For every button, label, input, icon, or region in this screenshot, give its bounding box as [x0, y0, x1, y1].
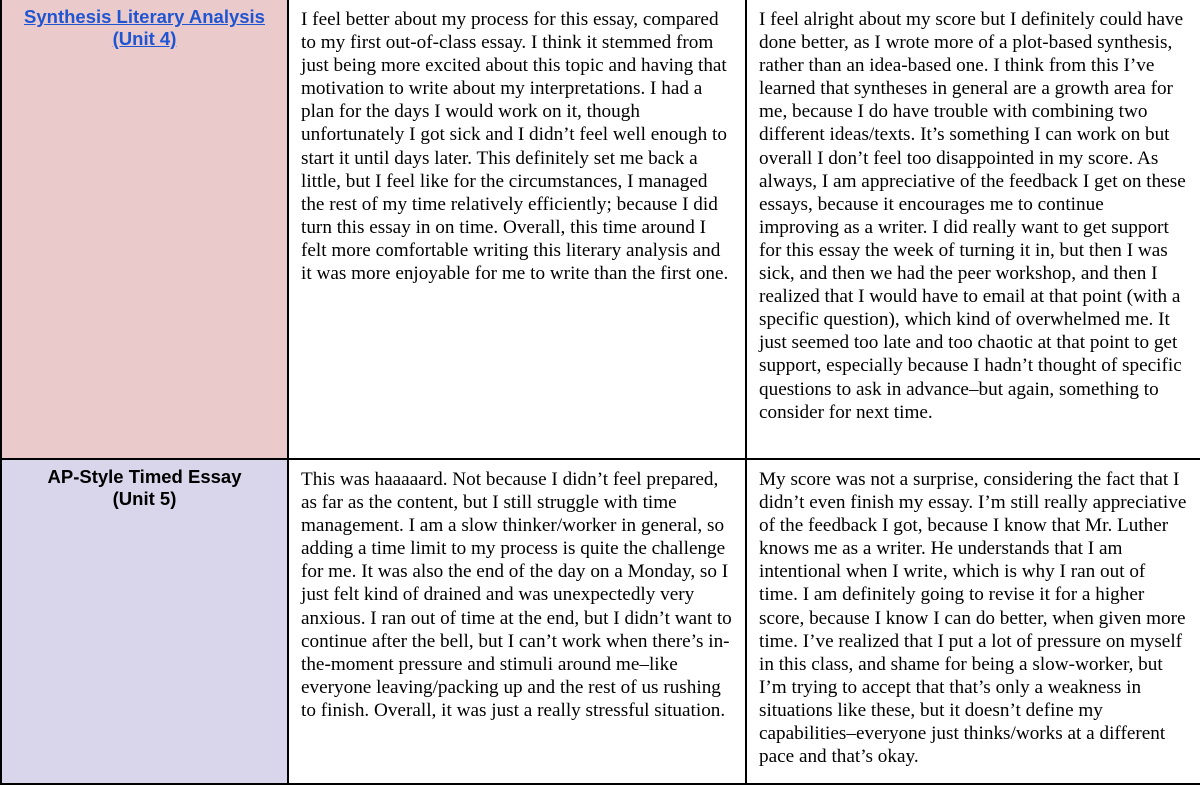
process-reflection-cell — [288, 0, 746, 459]
assignment-title-link[interactable] — [8, 6, 281, 50]
assignment-title-line2[interactable]: (Unit 4) — [112, 28, 177, 49]
process-reflection-text: I feel better about my process for this essay, compared to my first out-of-class essay. I think it stemmed from just being more excited about this topic and having that motivation to write about my interpretations. I had a plan for the days I would work on it, though unfortunately I got sick and I didn’t feel well enough to start it until days later. This definitely set me back a little, but I feel like for the circumstances, I managed the rest of my time relatively efficiently; because I did turn this essay in on time. Overall, this time around I felt more comfortable writing this literary analysis and it was more enjoyable for me to write than the first one. — [301, 9, 729, 285]
score-reflection-text: My score was not a surprise, considering the fact that I didn’t even finish my essay. I’m still really appreciative of the feedback I got, because I know that Mr. Luther knows me as a writer. He understands that I am intentional when I write, which is why I ran out of time. I am definitely going to revise it for a higher score, because I know I can do better, when given more time. I’ve realized that I put a lot of pressure on myself in this class, and shame for being a slow-worker, but I’m trying to accept that that’s only a weakness in situations like these, but it doesn’t define my capabilities–everyone just thinks/works at a different pace and that’s okay. — [759, 469, 1187, 768]
score-reflection-text: I feel alright about my score but I definitely could have done better, as I wrote more of a plot-based synthesis, rather than an idea-based one. I think from this I’ve learned that syntheses in general are a growth area for me, because I do have trouble with combining two different ideas/texts. It’s something I can work on but overall I don’t feel too disappointed in my score. As always, I am appreciative of the feedback I get on these essays, because it encourages me to continue improving as a writer. I did really want to get support for this essay the week of turning it in, but then I was sick, and then we had the peer workshop, and then I realized that I would have to email at that point (with a specific question), which kind of overwhelmed me. It just seemed too late and too chaotic at that point to get support, especially because I hadn’t thought of specific questions to ask in advance–but again, something to consider for next time. — [759, 9, 1186, 423]
assignment-title-line1: AP-Style Timed Essay — [47, 466, 242, 487]
score-reflection-cell — [746, 0, 1200, 459]
process-reflection-text: This was haaaaard. Not because I didn’t feel prepared, as far as the content, but I still struggle with time management. I am a slow thinker/worker in general, so adding a time limit to my process is quite the challenge for me. It was also the end of the day on a Monday, so I just felt kind of drained and was unexpectedly very anxious. I ran out of time at the end, but I didn’t want to continue after the bell, but I can’t work when there’s in-the-moment pressure and stimuli around me–like everyone leaving/packing up and the rest of us rushing to finish. Overall, it was just a really stressful situation. — [301, 469, 732, 721]
assignment-title-line1[interactable]: Synthesis Literary Analysis — [24, 6, 265, 27]
table-row-unit-5 — [1, 459, 1200, 784]
assignment-title-cell — [1, 459, 288, 784]
assignment-title-cell — [1, 0, 288, 459]
assignment-title-line2: (Unit 5) — [112, 488, 177, 509]
process-reflection-cell — [288, 459, 746, 784]
score-reflection-cell — [746, 459, 1200, 784]
table-row-unit-4 — [1, 0, 1200, 459]
